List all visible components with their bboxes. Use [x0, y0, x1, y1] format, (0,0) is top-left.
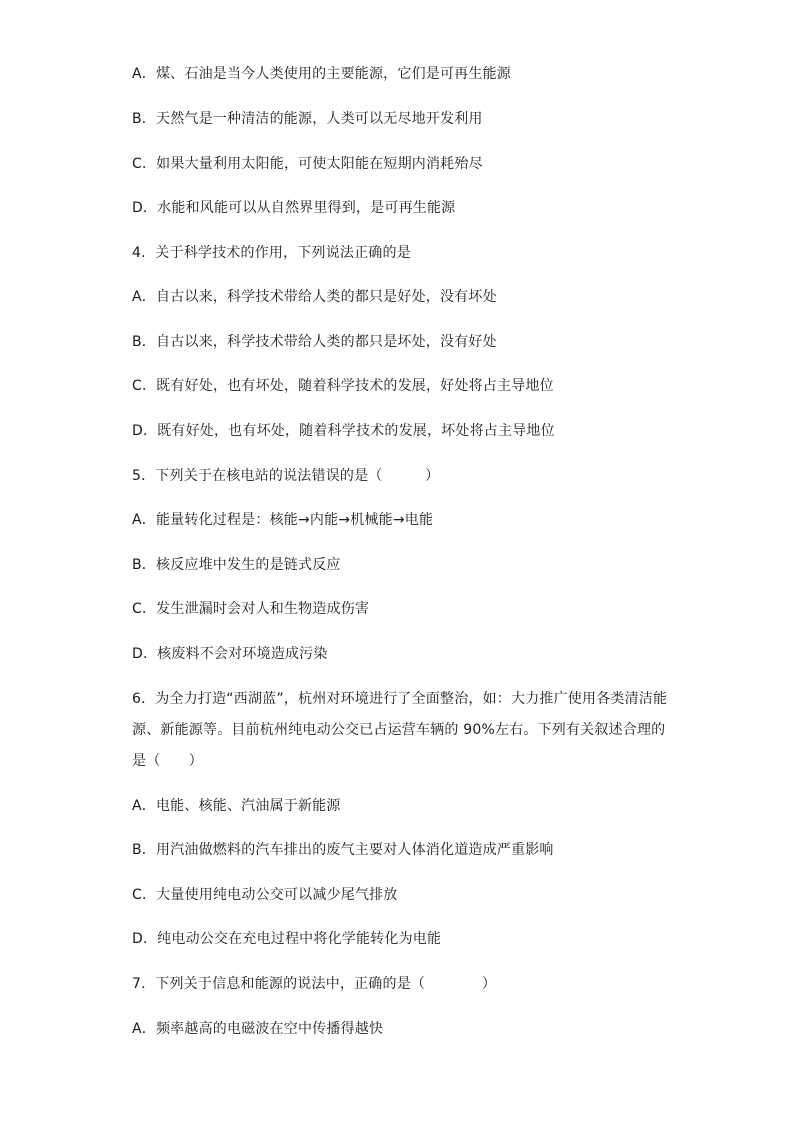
option-3d: D．水能和风能可以从自然界里得到，是可再生能源 — [132, 200, 456, 216]
option-6d: D．纯电动公交在充电过程中将化学能转化为电能 — [132, 931, 442, 947]
option-5d: D．核废料不会对环境造成污染 — [132, 646, 328, 662]
option-4c: C．既有好处，也有坏处，随着科学技术的发展，好处将占主导地位 — [132, 378, 554, 394]
question-5: 5．下列关于在核电站的说法错误的是（ ） — [132, 468, 440, 484]
option-5b: B．核反应堆中发生的是链式反应 — [132, 557, 341, 573]
question-7: 7．下列关于信息和能源的说法中，正确的是（ ） — [132, 976, 497, 992]
option-6c: C．大量使用纯电动公交可以减少尾气排放 — [132, 887, 398, 903]
option-4a: A．自古以来，科学技术带给人类的都只是好处，没有坏处 — [132, 289, 497, 305]
question-6-line-2: 源、新能源等。目前杭州纯电动公交已占运营车辆的 90%左右。下列有关叙述合理的 — [132, 722, 666, 738]
option-4b: B．自古以来，科学技术带给人类的都只是坏处，没有好处 — [132, 334, 497, 350]
option-6a: A．电能、核能、汽油属于新能源 — [132, 798, 341, 814]
option-3a: A．煤、石油是当今人类使用的主要能源，它们是可再生能源 — [132, 66, 511, 82]
option-3c: C．如果大量利用太阳能，可使太阳能在短期内消耗殆尽 — [132, 156, 483, 172]
option-5c: C．发生泄漏时会对人和生物造成伤害 — [132, 601, 370, 617]
option-6b: B．用汽油做燃料的汽车排出的废气主要对人体消化道造成严重影响 — [132, 842, 554, 858]
question-6-line-3: 是（ ） — [132, 753, 203, 769]
option-3b: B．天然气是一种清洁的能源，人类可以无尽地开发利用 — [132, 111, 483, 127]
option-7a: A．频率越高的电磁波在空中传播得越快 — [132, 1021, 384, 1037]
option-4d: D．既有好处，也有坏处，随着科学技术的发展，坏处将占主导地位 — [132, 423, 555, 439]
option-5a: A．能量转化过程是：核能→内能→机械能→电能 — [132, 512, 434, 528]
question-6-line-1: 6．为全力打造“西湖蓝”，杭州对环境进行了全面整治，如：大力推广使用各类清洁能 — [132, 691, 668, 707]
question-4: 4．关于科学技术的作用，下列说法正确的是 — [132, 245, 411, 261]
